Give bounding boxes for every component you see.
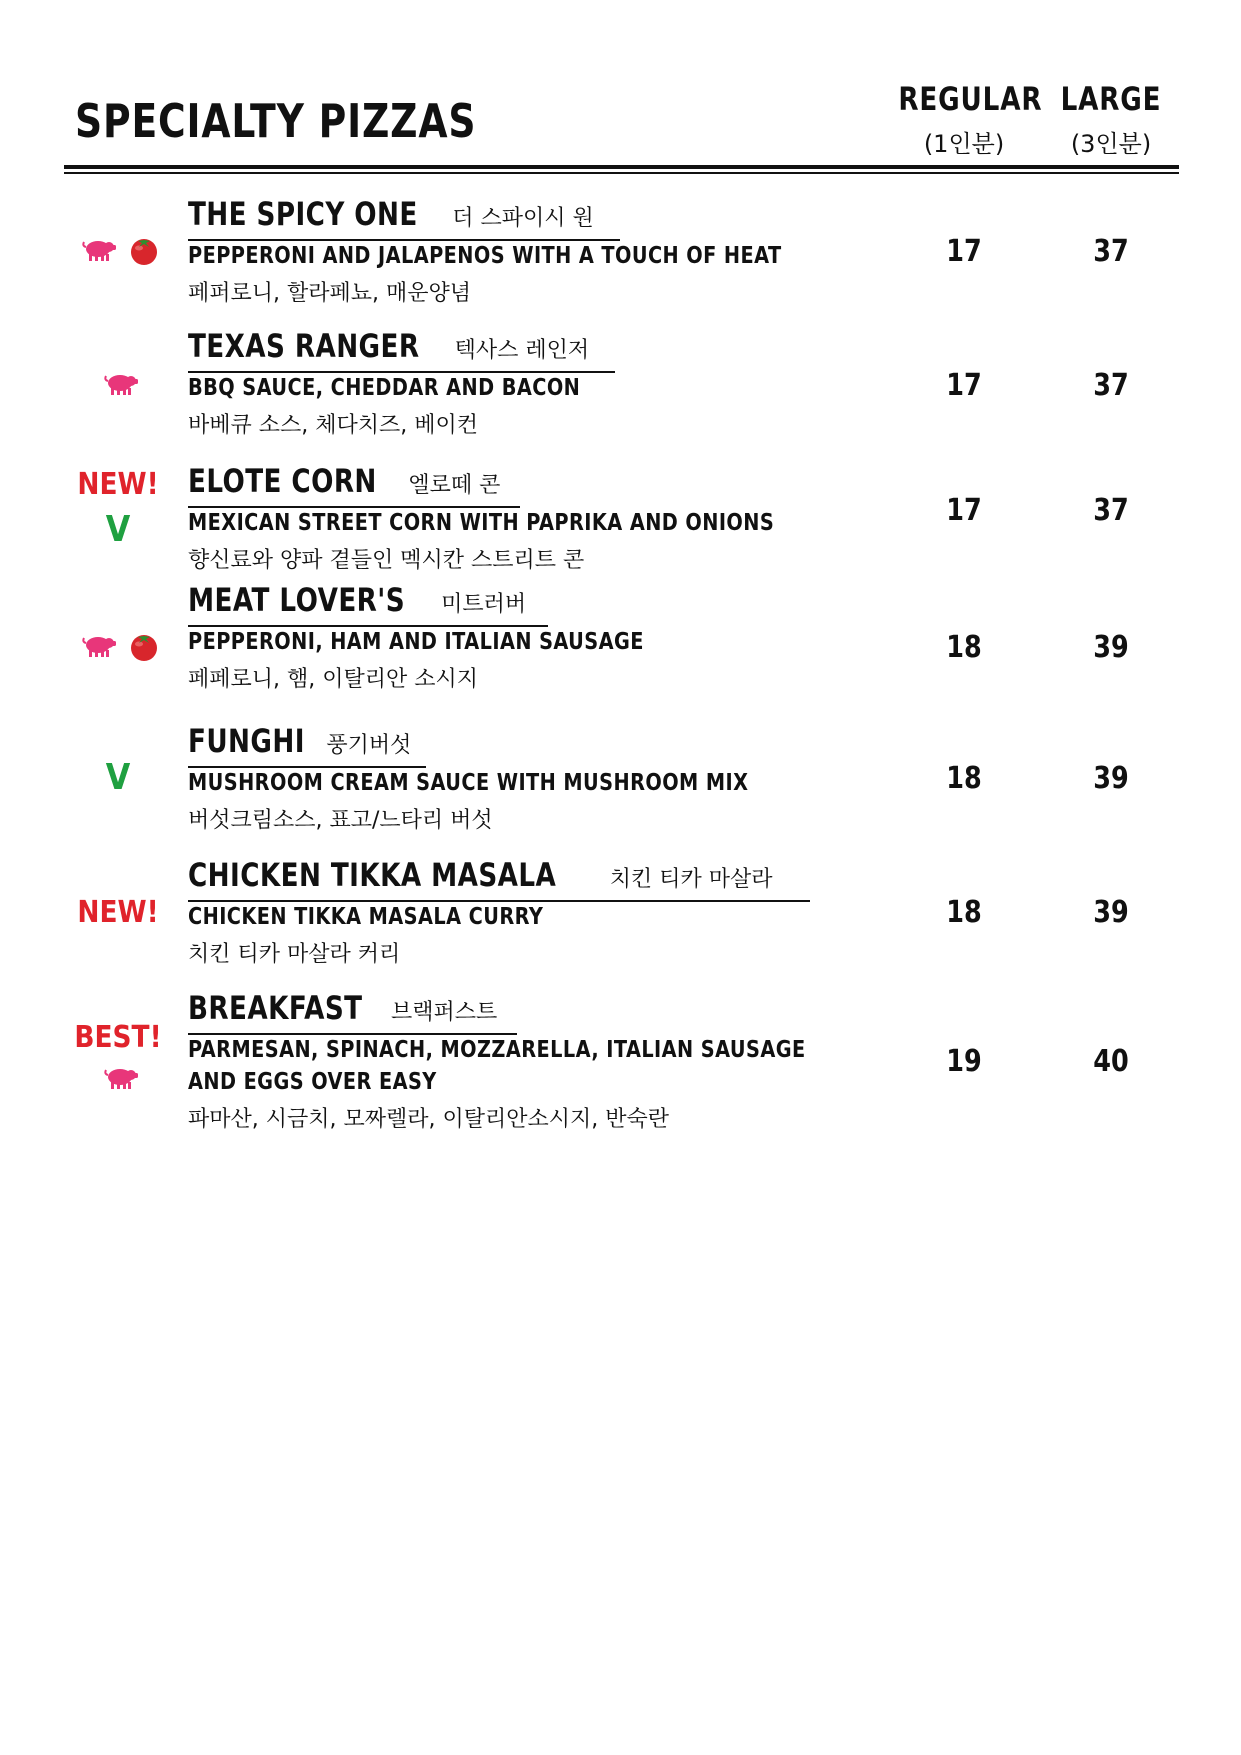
item-name-ko: 더 스파이시 원 (452, 206, 594, 231)
regular-label: REGULAR (898, 80, 1043, 118)
price-large: 39 (1093, 761, 1129, 796)
item-name-en: ELOTE CORN (188, 462, 377, 500)
item-name (188, 196, 620, 241)
item-name (188, 990, 517, 1035)
item-name-en: FUNGHI (188, 722, 305, 760)
price-large: 37 (1093, 493, 1129, 528)
item-desc-ko: 치킨 티카 마살라 커리 (188, 942, 401, 967)
item-name (188, 463, 520, 508)
vegetarian-badge: V (105, 509, 131, 550)
price-regular: 17 (946, 493, 982, 528)
new-badge: NEW! (77, 895, 159, 930)
item-name-en: TEXAS RANGER (188, 327, 420, 365)
tomato-icon (128, 630, 160, 662)
price-large: 37 (1093, 368, 1129, 403)
tomato-icon (128, 234, 160, 266)
item-name-en: THE SPICY ONE (188, 195, 418, 233)
price-large: 37 (1093, 234, 1129, 269)
item-name-ko: 치킨 티카 마살라 (609, 867, 773, 892)
header-divider-thin (64, 172, 1179, 174)
regular-sub: (1인분) (923, 130, 1005, 158)
item-desc-ko: 향신료와 양파 곁들인 멕시칸 스트리트 콘 (188, 548, 585, 573)
item-name-ko: 엘로떼 콘 (408, 473, 501, 498)
price-large: 39 (1093, 630, 1129, 665)
price-regular: 18 (946, 630, 982, 665)
item-desc-ko: 버섯크림소스, 표고/느타리 버섯 (188, 808, 493, 833)
page-title: SPECIALTY PIZZAS (75, 94, 477, 148)
pig-icon (104, 372, 138, 396)
pig-icon (82, 238, 116, 262)
item-desc-en: BBQ SAUCE, CHEDDAR AND BACON (188, 375, 581, 401)
best-badge: BEST! (74, 1020, 162, 1055)
price-regular: 17 (946, 368, 982, 403)
item-desc-ko: 페페로니, 햄, 이탈리안 소시지 (188, 667, 478, 692)
item-desc-ko: 페퍼로니, 할라페뇨, 매운양념 (188, 281, 471, 306)
item-desc-en: PARMESAN, SPINACH, MOZZARELLA, ITALIAN SAUSAGE AND EGGS OVER EASY (188, 1037, 806, 1095)
price-regular: 18 (946, 895, 982, 930)
price-regular: 18 (946, 761, 982, 796)
item-name (188, 328, 615, 373)
item-desc-ko: 파마산, 시금치, 모짜렐라, 이탈리안소시지, 반숙란 (188, 1107, 669, 1132)
large-sub: (3인분) (1070, 130, 1152, 158)
item-name-en: BREAKFAST (188, 989, 363, 1027)
regular-column-header (884, 80, 1044, 159)
item-desc-en: MUSHROOM CREAM SAUCE WITH MUSHROOM MIX (188, 770, 749, 796)
price-large: 40 (1093, 1044, 1129, 1079)
item-name (188, 582, 548, 627)
price-regular: 17 (946, 234, 982, 269)
item-name-ko: 풍기버섯 (326, 733, 412, 758)
item-name-ko: 브랙퍼스트 (391, 1000, 498, 1025)
large-column-header (1031, 80, 1191, 159)
vegetarian-badge: V (105, 757, 131, 798)
large-label: LARGE (1060, 80, 1162, 118)
item-name-en: MEAT LOVER'S (188, 581, 406, 619)
item-desc-ko: 바베큐 소스, 체다치즈, 베이컨 (188, 413, 478, 438)
pig-icon (104, 1066, 138, 1090)
pig-icon (82, 634, 116, 658)
item-name-ko: 텍사스 레인저 (454, 338, 590, 363)
item-desc-en: PEPPERONI AND JALAPENOS WITH A TOUCH OF HEAT (188, 243, 782, 269)
item-name-ko: 미트러버 (441, 592, 527, 617)
price-large: 39 (1093, 895, 1129, 930)
item-desc-en: CHICKEN TIKKA MASALA CURRY (188, 904, 544, 930)
item-desc-en: MEXICAN STREET CORN WITH PAPRIKA AND ONIONS (188, 510, 775, 536)
item-desc-en: PEPPERONI, HAM AND ITALIAN SAUSAGE (188, 629, 644, 655)
header-divider (64, 165, 1179, 169)
item-name-en: CHICKEN TIKKA MASALA (188, 856, 557, 894)
new-badge: NEW! (77, 467, 159, 502)
item-name (188, 723, 426, 768)
price-regular: 19 (946, 1044, 982, 1079)
item-name (188, 857, 810, 902)
